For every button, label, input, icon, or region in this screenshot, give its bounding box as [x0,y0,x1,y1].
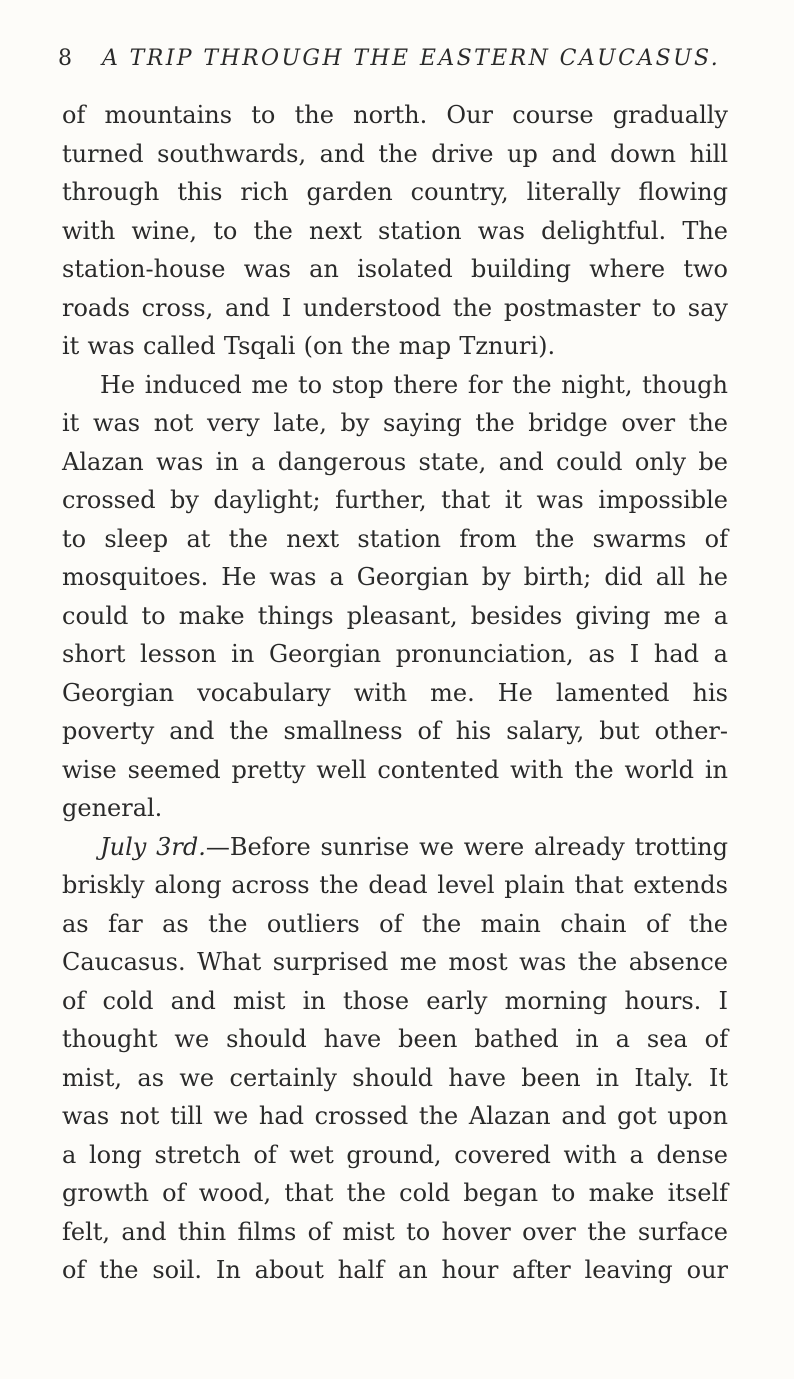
text-line: wise seemed pretty well contented with the world in [62,755,728,784]
text-line: was not till we had crossed the Alazan and got upon [62,1102,728,1130]
text-line: of mountains to the north. Our course gradually [62,101,728,129]
text-line: could to make things pleasant, besides giving me a [62,601,728,630]
text-line: Caucasus. What surprised me most was the absence [62,948,728,976]
text-line: of cold and mist in those early morning hours. I [62,986,728,1015]
text-line: general. [62,794,163,822]
text-line: short lesson in Georgian pronunciation, as I had a [62,640,728,668]
text-line-rest: —Before sunrise we were already trotting [205,832,728,861]
text-line: growth of wood, that the cold began to make itself [62,1179,728,1207]
text-line: with wine, to the next station was delightful. The [62,216,728,245]
text-line: to sleep at the next station from the swarms of [62,524,728,553]
body-text [62,96,728,1290]
running-head [58,44,738,74]
text-line: briskly along across the dead level plain that extends [62,871,728,899]
text-line: through this rich garden country, literally flowing [62,178,728,206]
text-line: Georgian vocabulary with me. He lamented his [62,678,728,707]
text-line-dated [62,828,728,867]
running-title: A TRIP THROUGH THE EASTERN CAUCASUS. [102,46,721,71]
text-line: mist, as we certainly should have been in Italy. It [62,1063,728,1092]
text-line: crossed by daylight; further, that it was impossible [62,486,728,514]
text-line: it was not very late, by saying the bridge over the [62,409,728,437]
text-line: thought we should have been bathed in a sea of [62,1025,728,1053]
text-line: turned southwards, and the drive up and down hill [62,139,728,168]
text-line: it was called Tsqali (on the map Tznuri). [62,332,556,360]
text-line: a long stretch of wet ground, covered with a dense [62,1140,728,1169]
text-line: roads cross, and I understood the postmaster to say [62,293,728,322]
page-number: 8 [58,46,72,71]
text-line: of the soil. In about half an hour after leaving our [62,1256,728,1284]
text-line: felt, and thin films of mist to hover over the surface [62,1217,728,1246]
text-line: poverty and the smallness of his salary, but other- [62,717,728,745]
text-line: station-house was an isolated building where two [62,255,728,283]
date-label: July 3rd. [100,832,206,861]
text-line: He induced me to stop there for the night, though [100,370,728,399]
text-line: as far as the outliers of the main chain of the [62,909,728,938]
text-line: mosquitoes. He was a Georgian by birth; did all he [62,563,728,591]
text-line: Alazan was in a dangerous state, and could only be [62,447,728,476]
